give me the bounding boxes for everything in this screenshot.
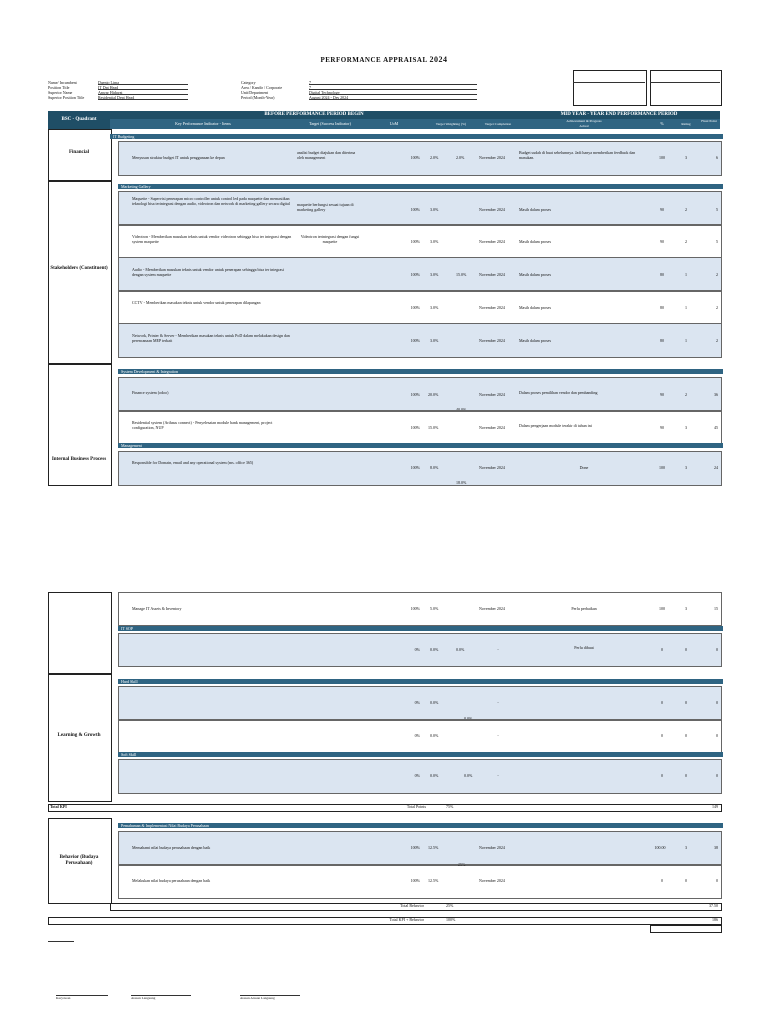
grand-total-pct: 100% — [446, 917, 456, 922]
table-row — [118, 633, 722, 667]
uom-value: 0% — [414, 647, 420, 652]
target-item: maquette berfungsi sesuai tujuan di marketing gallery — [297, 202, 354, 212]
final-value: 38 — [714, 845, 718, 850]
actual-value: Masih dalam proses — [519, 239, 551, 244]
kpi-item: Manage IT Assets & Inventory — [132, 606, 182, 611]
final-value: 2 — [716, 305, 718, 310]
uom-value: 0% — [414, 773, 420, 778]
uom-value: 100% — [410, 425, 420, 430]
final-value: 5 — [716, 239, 718, 244]
rating-value: 3 — [685, 606, 687, 611]
rating-column-header: Rating — [674, 119, 698, 129]
quadrant-financial: Financial — [68, 150, 89, 155]
group-system-development: System Development & Integration — [118, 369, 723, 374]
pct-column-header: % — [650, 119, 674, 129]
weight-value: 15.0% — [428, 425, 439, 430]
completion-value: November 2024 — [479, 305, 505, 310]
final-value: 15 — [714, 606, 718, 611]
title-year: 2024 — [429, 55, 448, 64]
final-value: 45 — [714, 425, 718, 430]
bsc-quadrant-header: BSC - Quadrant — [48, 111, 110, 129]
employee-info — [48, 80, 188, 100]
signature-superior: Atasan Langsung — [131, 996, 156, 1000]
actual-value: Masih dalam proses — [519, 272, 551, 277]
group-soft-skill: Soft Skill — [118, 752, 723, 757]
completion-column-header: Target Completion — [478, 119, 518, 129]
pct-value: 100.00 — [654, 845, 666, 850]
kpi-item: Melakukan nilai budaya perusahaan dengan baik — [132, 878, 211, 883]
mid-year-header: MID YEAR - YEAR END PERFORMANCE PERIOD — [518, 111, 720, 119]
weight-value: 2.0% — [430, 155, 439, 160]
final-value: 24 — [714, 465, 718, 470]
final-value: 5 — [716, 207, 718, 212]
approval-divider — [650, 82, 720, 83]
pct-value: 90 — [660, 239, 664, 244]
total-kpi-final: 149 — [712, 804, 718, 809]
quadrant-cell — [48, 592, 112, 674]
grand-total-final: 186 — [712, 917, 718, 922]
uom-value: 100% — [410, 305, 420, 310]
pct-value: 100 — [659, 155, 665, 160]
uom-value: 100% — [410, 239, 420, 244]
total-points-value: 75% — [446, 804, 454, 809]
total-points-label: Total Points — [406, 804, 426, 809]
page-title — [0, 55, 768, 64]
group-management: Management — [118, 443, 723, 448]
pct-value: 0 — [661, 733, 663, 738]
pct-value: 0 — [661, 878, 663, 883]
divider — [48, 941, 74, 942]
table-row — [118, 686, 722, 721]
total-behavior-label: Total Behavior — [400, 903, 424, 908]
quadrant-behavior: Behavior (Budaya Perusahaan) — [59, 855, 99, 866]
completion-value: November 2024 — [479, 155, 505, 160]
rating-value: 2 — [685, 207, 687, 212]
target-column-header: Target (Success Indicator) — [296, 119, 364, 129]
completion-value: November 2024 — [479, 606, 505, 611]
pct-value: 90 — [660, 392, 664, 397]
info-label: Unit/Department — [241, 90, 269, 95]
info-value: IT Dpt Head — [98, 85, 188, 90]
target-item: analisi budget diajukan dan diterima oleh management — [297, 150, 356, 160]
final-value: 0 — [716, 773, 718, 778]
completion-value: November 2024 — [479, 878, 505, 883]
completion-value: November 2024 — [479, 392, 505, 397]
weight-value: 3.0% — [430, 207, 439, 212]
group-weight-value: 0.0% — [464, 716, 473, 721]
pct-value: 0 — [661, 773, 663, 778]
kpi-item: Audio - Memberikan masukan teknis untuk vendor untuk penerapan sehingga bisa ter integrasi dengan system maquette — [132, 267, 284, 277]
weight-value: 0.0% — [430, 647, 439, 652]
group-hard-skill: Hard Skill — [118, 679, 723, 684]
weighting-column-header: Target Weighting (%) — [424, 119, 478, 129]
pct-value: 0 — [661, 700, 663, 705]
kpi-item: Finance system (odoo) — [132, 390, 169, 395]
completion-value: - — [497, 647, 499, 652]
quadrant-internal: Internal Business Process — [51, 457, 107, 462]
total-kpi-label: Total KPI — [50, 804, 67, 809]
pct-value: 90 — [660, 425, 664, 430]
group-it-sop: IT SOP — [118, 626, 723, 631]
weight-value: 5.0% — [430, 606, 439, 611]
weight-value: 3.0% — [430, 305, 439, 310]
final-value: 0 — [716, 647, 718, 652]
final-value: 0 — [716, 733, 718, 738]
uom-value: 100% — [410, 392, 420, 397]
completion-value: - — [497, 700, 499, 705]
rating-value: 0 — [685, 878, 687, 883]
actual-value: Masih dalam proses — [519, 305, 551, 310]
actual-label: Actual — [579, 124, 589, 128]
info-value: Daenio Lima — [98, 80, 188, 85]
rating-value: 2 — [685, 239, 687, 244]
rating-value: 1 — [685, 338, 687, 343]
group-weight-value: 18.0% — [456, 480, 467, 485]
before-period-header: BEFORE PERFORMANCE PERIOD BEGIN — [110, 111, 518, 119]
uom-value: 100% — [410, 845, 420, 850]
rating-value: 3 — [685, 465, 687, 470]
group-culture: Pemahaman & Implementasi Nilai Budaya Perusahaan — [118, 823, 723, 828]
group-it-budgeting: IT Budgeting — [110, 134, 723, 139]
uom-value: 100% — [410, 465, 420, 470]
kpi-item: CCTV - Memberikan masukan teknis untuk vendor untuk penerapan dilapangan — [132, 300, 261, 305]
info-label: Area / Kandir / Corporate — [241, 85, 283, 90]
empty-box — [650, 925, 722, 933]
uom-value: 100% — [410, 338, 420, 343]
uom-value: 100% — [410, 155, 420, 160]
weight-value: 12.5% — [428, 878, 439, 883]
info-row — [241, 95, 477, 100]
info-value: 7 — [309, 85, 477, 90]
total-behavior-pct: 25% — [446, 903, 454, 908]
group-weight-value: 15.0% — [456, 272, 467, 277]
title-text: PERFORMANCE APPRAISAL — [320, 56, 428, 64]
final-value: 0 — [716, 700, 718, 705]
info-row — [48, 95, 188, 100]
final-value: 2 — [716, 338, 718, 343]
group-weight-value: 0.0% — [456, 647, 465, 652]
kpi-item: Network, Printer & Server - Memberikan masukan teknis untuk PoD dalam melakukan design dan perencanaan MEP terkait — [132, 333, 290, 343]
pct-value: 80 — [660, 305, 664, 310]
rating-value: 1 — [685, 305, 687, 310]
weight-value: 0.0% — [430, 733, 439, 738]
info-label: Superior Position Title — [48, 95, 85, 100]
total-behavior-final: 37.50 — [709, 903, 718, 908]
completion-value: November 2024 — [479, 338, 505, 343]
weight-value: 3.0% — [430, 239, 439, 244]
achievement-column-header — [518, 119, 650, 129]
rating-value: 3 — [685, 425, 687, 430]
info-value: Residential Dept Head — [98, 95, 188, 100]
pct-value: 100 — [659, 606, 665, 611]
quadrant-stakeholders: Stakeholders (Constituent) — [50, 266, 108, 271]
pct-value: 80 — [660, 338, 664, 343]
uom-value: 100% — [410, 606, 420, 611]
quadrant-cell — [48, 181, 112, 364]
info-label: Period (Month-Year) — [241, 95, 275, 100]
info-value: Digital Technology — [309, 90, 477, 95]
achievement-top-label: Achievement & Progress — [566, 119, 602, 123]
group-weight-value: 2.0% — [456, 155, 465, 160]
final-value: 2 — [716, 272, 718, 277]
pct-value: 100 — [659, 465, 665, 470]
kpi-item: Maquette - Supervisi penerapan micro controller untuk control led pada maquette dan memastikan teknologi bisa terintegrasi dengan audio, videotron dan network di marketing gallery secara digital — [132, 196, 290, 206]
actual-value: Masih dalam proses — [519, 207, 551, 212]
final-point-column-header: Final Point — [698, 119, 720, 129]
group-weight-value: 0.0% — [464, 773, 473, 778]
kpi-item: Menyusun struktur budget IT untuk penggunaan ke depan — [132, 155, 225, 160]
final-value: 0 — [716, 878, 718, 883]
approval-divider — [573, 82, 645, 83]
group-weight-value: 25% — [458, 862, 466, 867]
rating-value: 2 — [685, 392, 687, 397]
actual-value: Perlu perbaikan — [571, 606, 597, 611]
actual-value: Budget sudah di buat sebelumnya. Jadi hanya memberikan feedback dan masukan. — [519, 150, 636, 160]
signature-superior-superior: Atasan Atasan Langsung — [240, 996, 275, 1000]
rating-value: 3 — [685, 845, 687, 850]
pct-value: 90 — [660, 207, 664, 212]
info-label: Category — [241, 80, 256, 85]
table-row — [118, 759, 722, 794]
info-value: Anwar Hidayat — [98, 90, 188, 95]
info-label: Position Title — [48, 85, 70, 90]
table-row — [118, 290, 722, 325]
approval-box — [573, 70, 647, 106]
quadrant-learning: Learning & Growth — [57, 733, 101, 738]
completion-value: November 2024 — [479, 239, 505, 244]
pct-value: 80 — [660, 272, 664, 277]
weight-value: 12.5% — [428, 845, 439, 850]
completion-value: - — [497, 733, 499, 738]
rating-value: 0 — [685, 700, 687, 705]
table-row — [118, 719, 722, 753]
quadrant-cell — [48, 364, 112, 486]
rating-value: 3 — [685, 155, 687, 160]
uom-value: 100% — [410, 272, 420, 277]
uom-value: 0% — [414, 700, 420, 705]
completion-value: - — [497, 773, 499, 778]
info-label: Superior Name — [48, 90, 73, 95]
kpi-item: Videotron - Memberikan masukan teknis untuk vendor videotron sehingga bisa ter integrasi dengan system maquette — [132, 234, 292, 244]
target-item: Videotron terintegrasi dengan fungsi maquette — [300, 234, 360, 244]
uom-value: 100% — [410, 878, 420, 883]
uom-value: 0% — [414, 733, 420, 738]
info-value: August 2024 - Des 2024 — [309, 95, 477, 100]
uom-column-header: UoM — [364, 119, 424, 129]
info-value: 7 — [309, 80, 477, 85]
weight-value: 0.0% — [430, 773, 439, 778]
weight-value: 3.0% — [430, 272, 439, 277]
kpi-item: Responsible for Domain, email and any operational system (ms. office 365) — [132, 460, 254, 465]
approval-box — [650, 70, 722, 106]
weight-value: 3.0% — [430, 338, 439, 343]
actual-value: Dalam proses pemilihan vendor dan pembanding — [519, 390, 598, 395]
kpi-column-header: Key Performance Indicator - Items — [110, 119, 296, 129]
actual-value: Done — [579, 465, 589, 470]
weight-value: 8.0% — [430, 465, 439, 470]
weight-value: 20.0% — [428, 392, 439, 397]
final-value: 6 — [716, 155, 718, 160]
completion-value: November 2024 — [479, 207, 505, 212]
weight-value: 0.0% — [430, 700, 439, 705]
rating-value: 1 — [685, 272, 687, 277]
grand-total-label: Total KPI + Behavior — [389, 917, 424, 922]
pct-value: 0 — [661, 647, 663, 652]
info-label: Name/ Incumbent — [48, 80, 77, 85]
completion-value: November 2024 — [479, 465, 505, 470]
actual-value: Masih dalam proses — [519, 338, 551, 343]
rating-value: 0 — [685, 647, 687, 652]
uom-value: 100% — [410, 207, 420, 212]
rating-value: 0 — [685, 773, 687, 778]
group-weight-value: 40.0% — [456, 407, 467, 412]
kpi-item: Residential system (Arthaus connect) - Penyelesaian module bank management, project configuration, NUP — [132, 420, 273, 430]
final-value: 36 — [714, 392, 718, 397]
actual-value: Perlu dibuat — [574, 645, 594, 650]
rating-value: 0 — [685, 733, 687, 738]
kpi-item: Memahami nilai budaya perusahaan dengan baik — [132, 845, 211, 850]
completion-value: November 2024 — [479, 272, 505, 277]
completion-value: November 2024 — [479, 425, 505, 430]
signature-employee: Karyawan — [56, 996, 71, 1000]
actual-value: Dalam pengerjaan module terakir di tahun ini — [519, 423, 592, 428]
completion-value: November 2024 — [479, 845, 505, 850]
group-marketing-gallery: Marketing Gallery — [118, 184, 723, 189]
period-info — [241, 80, 477, 100]
